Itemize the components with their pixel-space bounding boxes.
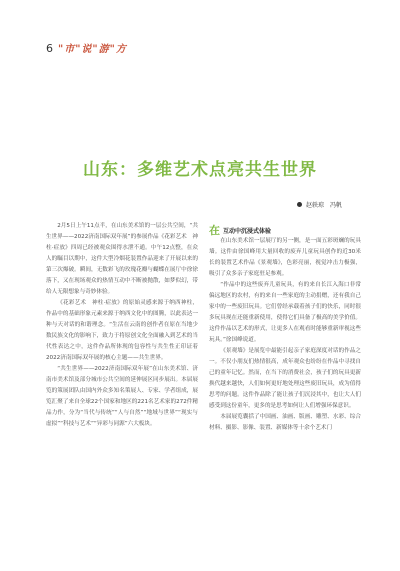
paragraph: 《花彩艺术 神柱·症放》的原始灵感来源于纳西神柱，作品中的基础形象元素来源于纳西文化中的图腾，以此表达一种与天对话的和谐理念。“生活在云南的创作者在原在当地少数民族文化的影响下，致力于将原创文化全面融入到艺术的当代性表达之中，这件作品所体现的包容性与共生性正印证着2022济南国际双年展的核心主题——共生世界。 (46, 300, 198, 361)
right-column (209, 236, 361, 434)
subheading-mark: 在 (209, 224, 220, 237)
paragraph: 本届展览囊括了中国画、油画、版画、雕塑、水彩、综合材料、摄影、影像、装置、新媒体等十余个艺术门 (209, 414, 361, 431)
subheading-text: 互动中沉浸式体验 (223, 227, 272, 235)
page-number: 6 (46, 42, 53, 55)
page-header (46, 40, 127, 55)
left-column (46, 221, 198, 430)
paragraph: “作品中的这些废弃儿童玩具，有的来自长江入海口非常偏远地区的农村，有的来自一些家庭的主动捐赠，还有我自己家中的一些废旧玩具。它们曾经承载着孩子们的快乐，同时很多玩具现在还能重新使用，使得它们具备了极高的美学价值。这件作品以艺术的形式，让更多人在观看时能够重新审视这些玩具。”徐国峰说道。 (209, 282, 361, 343)
authors: 赵轶琼 冯帆 (305, 202, 342, 209)
section-label: "市"说"游"方 (58, 44, 127, 55)
paragraph: 2月5日上午11点半，在山东美术馆的一层公共空间，“共生世界——2022济南国际双年展”的参展作品《花彩艺术 神柱·症放》四周已经被观众围得水泄不通。中午12点整，在众人的瞩目以期中，这件大型冷烟花装置作品迎来了开展以来的第三次爆破。瞬间，无数彩飞的玫瑰花瓣与蝴蝶在展厅中徐徐落下，又在现场观众的热情互动中不断被抛散，如梦似幻，带给人无限想象与奇妙体验。 (46, 223, 198, 295)
bullet-icon (297, 202, 302, 207)
paragraph: “共生世界——2022济南国际双年展”在山东美术馆、济南市美术馆及部分城市公共空间的延伸展区同步展出。本届展览的策展团队由国内外众多知名策展人、专家、学者组成，展览汇聚了来自全球22个国家和地区的221名艺术家的272件精品力作，分为“当代与传统”“人与自然”“地域与世界”“现实与虚拟”“科技与艺术”“异彩与同源”六大板块。 (46, 366, 198, 427)
paragraph: 《景观墙》是展览中最能引起亲子家庭深度对话的作品之一。不仅小朋友们热情很高，成年观众也纷纷在作品中寻找自己的童年记忆。然而，在当下的消费社会，孩子们的玩具更新换代越来越快，人们如何更好地处理这些废旧玩具，成为值得思考的问题。这件作品除了能让孩子们沉浸其中，也让大人们感受到这份童年，更多的是思考如何让人们增强环保意识。 (209, 348, 361, 409)
byline (297, 200, 342, 209)
article-title: 山东：多维艺术点亮共生世界 (83, 160, 317, 180)
paragraph: 在山东美术馆一层展厅的另一侧，是一面五彩斑斓的玩具墙。这件由徐国峰用大量回收的废弃儿童玩具创作的近30米长的装置艺术作品《景观墙》，色彩亮丽，视觉冲击力极强，吸引了众多亲子家庭驻足参观。 (209, 238, 361, 277)
